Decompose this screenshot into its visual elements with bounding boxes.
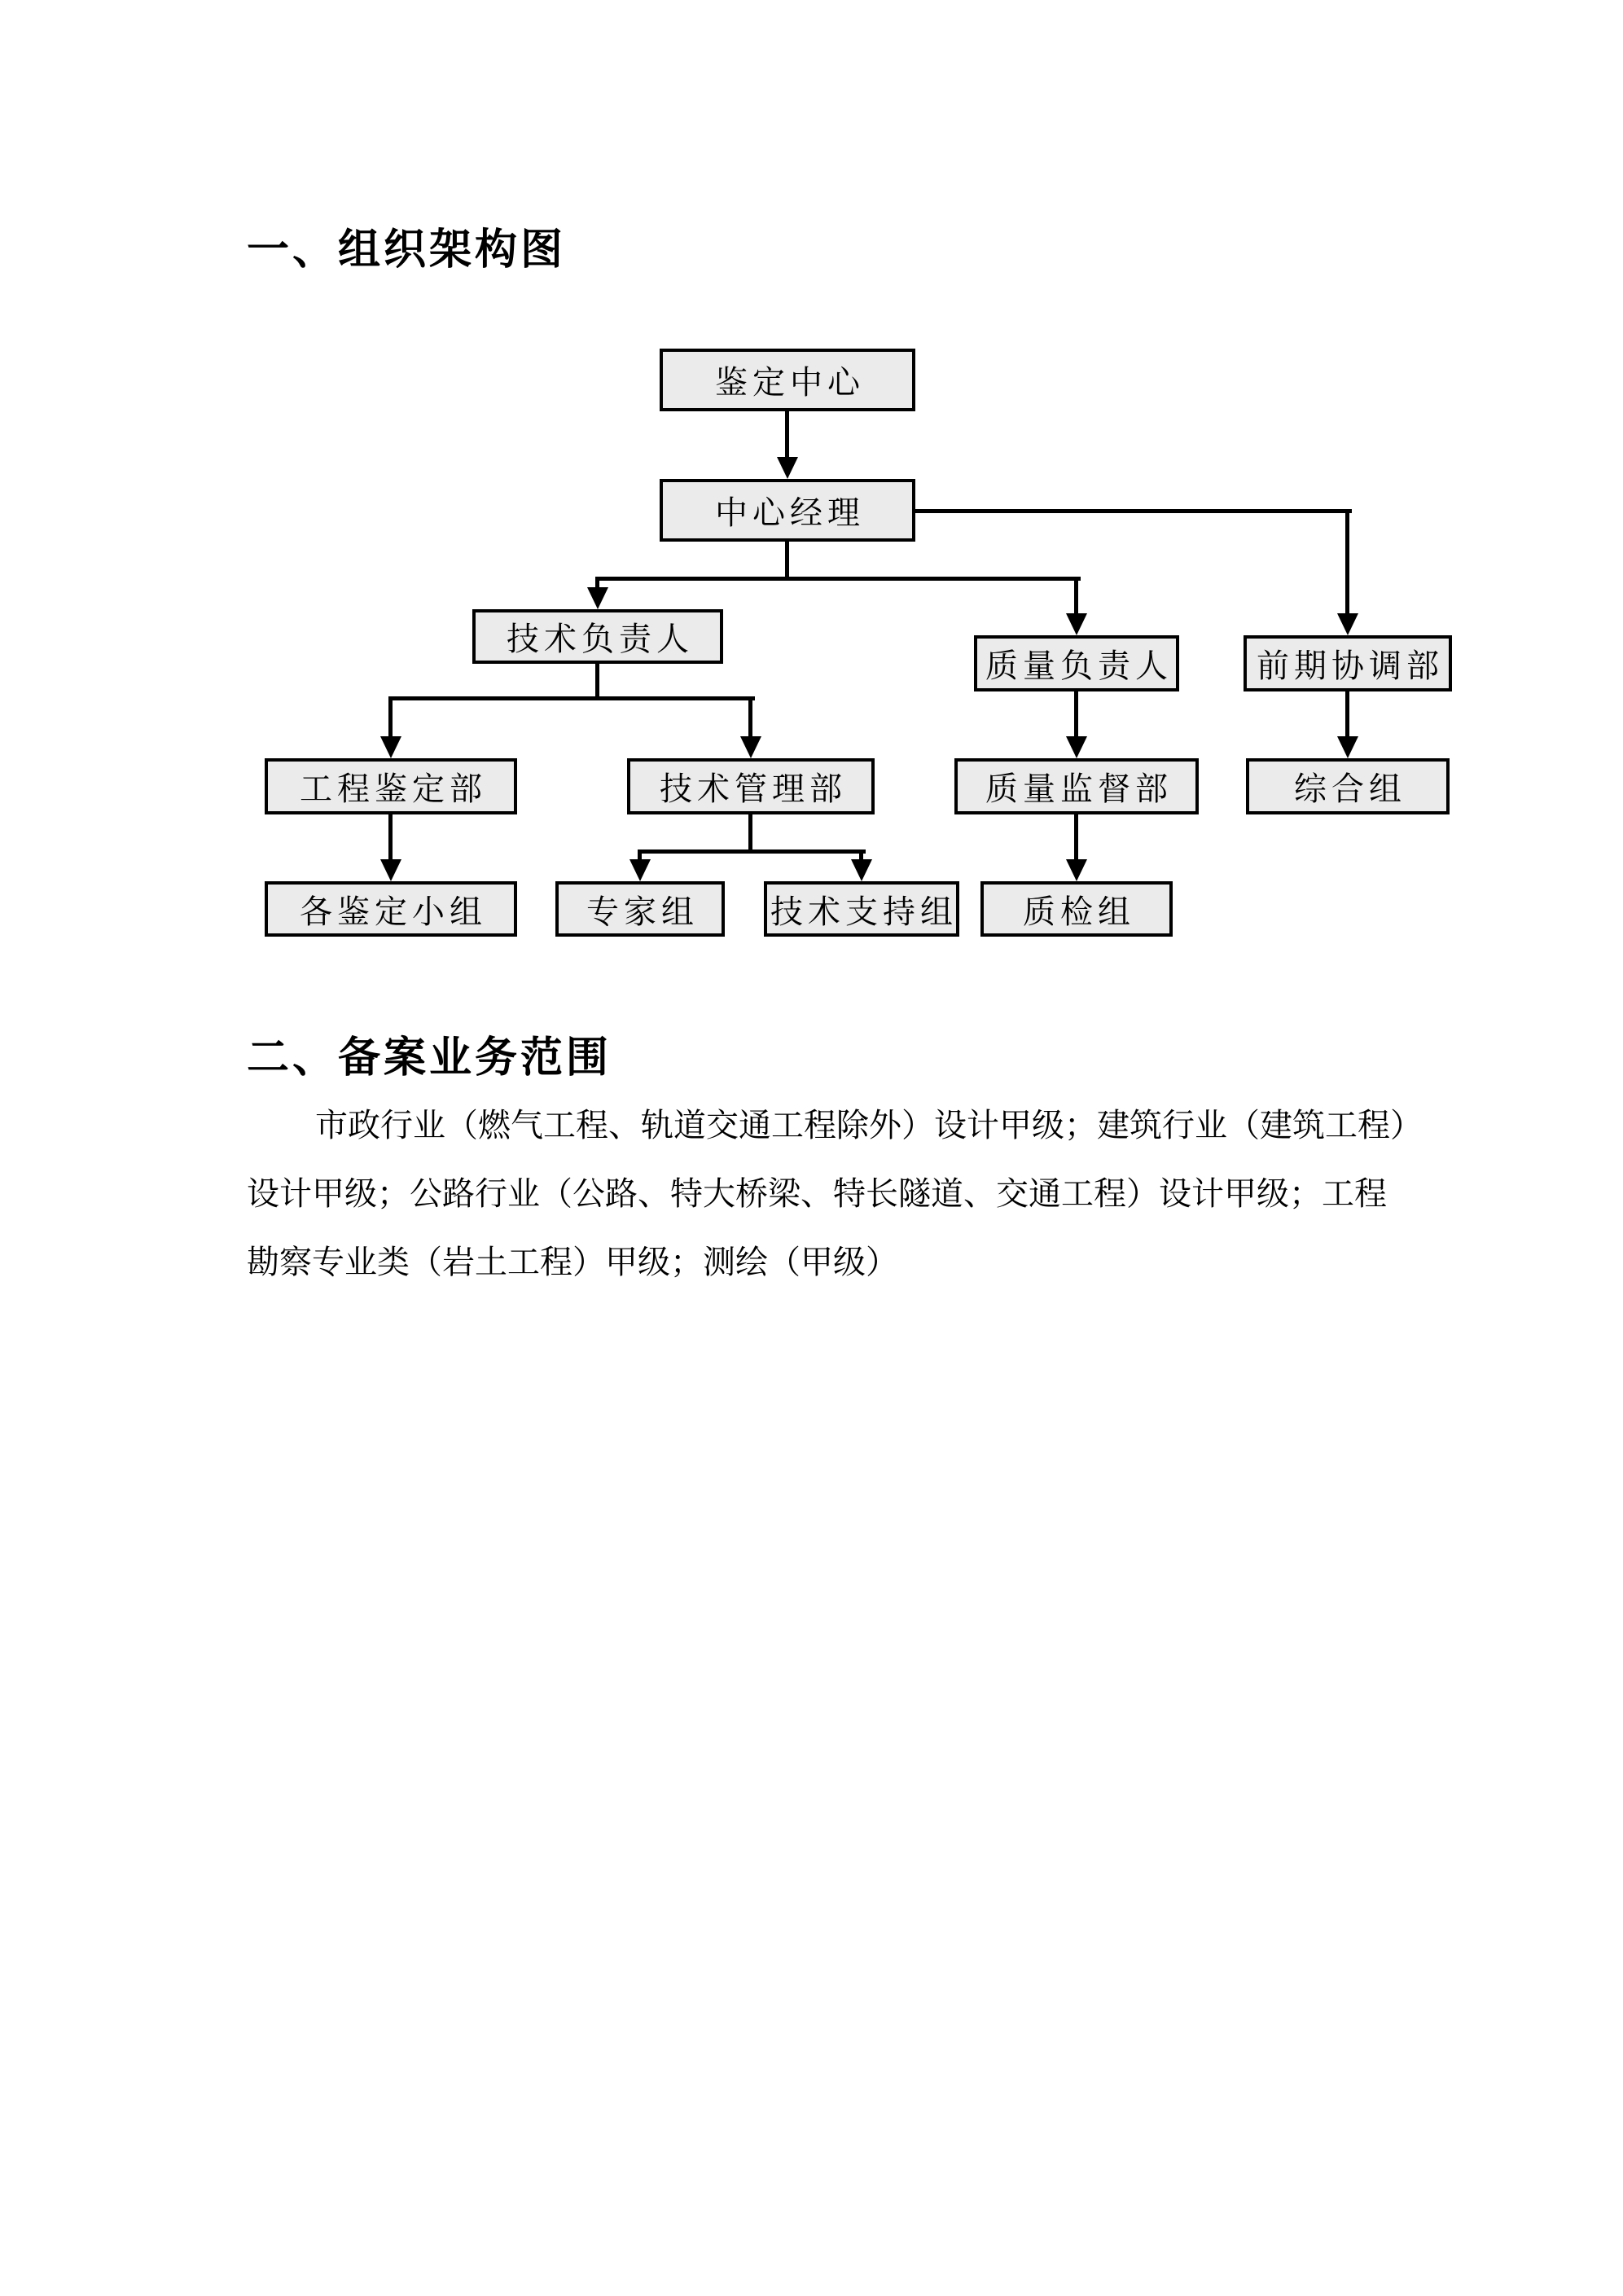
org-node-tech-management-dept: 技术管理部 xyxy=(627,758,875,814)
connector-arrowhead-icon xyxy=(380,736,401,758)
org-node-quality-inspection-group: 质检组 xyxy=(980,881,1173,937)
connector-line xyxy=(748,814,752,854)
connector-line xyxy=(748,696,752,742)
connector-line xyxy=(595,664,599,700)
connector-line xyxy=(388,814,393,865)
org-node-preliminary-coordination-dept: 前期协调部 xyxy=(1244,635,1452,691)
connector-line xyxy=(595,577,1081,581)
connector-line xyxy=(1345,691,1349,742)
connector-arrowhead-icon xyxy=(1337,613,1358,635)
connector-arrowhead-icon xyxy=(1066,736,1087,758)
connector-arrowhead-icon xyxy=(851,859,872,881)
org-node-appraisal-teams: 各鉴定小组 xyxy=(265,881,517,937)
connector-line xyxy=(1074,814,1078,865)
org-node-expert-group: 专家组 xyxy=(555,881,725,937)
connector-line xyxy=(1345,509,1349,619)
connector-arrowhead-icon xyxy=(777,457,798,479)
org-node-tech-lead: 技术负责人 xyxy=(472,609,723,664)
section-heading-org-chart: 一、组织架构图 xyxy=(247,227,567,274)
business-scope-paragraph xyxy=(247,1091,1436,1297)
paragraph-line: 市政行业（燃气工程、轨道交通工程除外）设计甲级；建筑行业（建筑工程） xyxy=(315,1107,1423,1144)
org-node-engineering-appraisal-dept: 工程鉴定部 xyxy=(265,758,517,814)
connector-arrowhead-icon xyxy=(740,736,761,758)
section-heading-business-scope: 二、备案业务范围 xyxy=(247,1035,612,1082)
paragraph-line: 勘察专业类（岩土工程）甲级；测绘（甲级） xyxy=(247,1244,898,1280)
connector-line xyxy=(638,849,866,854)
connector-arrowhead-icon xyxy=(1066,859,1087,881)
connector-line xyxy=(1074,691,1078,742)
connector-line xyxy=(915,509,1352,513)
connector-arrowhead-icon xyxy=(587,587,608,609)
connector-line xyxy=(388,696,755,700)
connector-arrowhead-icon xyxy=(1066,613,1087,635)
org-node-general-group: 综合组 xyxy=(1246,758,1450,814)
connector-arrowhead-icon xyxy=(380,859,401,881)
org-node-quality-lead: 质量负责人 xyxy=(974,635,1179,691)
org-node-appraisal-center: 鉴定中心 xyxy=(660,349,915,411)
connector-arrowhead-icon xyxy=(629,859,651,881)
org-node-center-manager: 中心经理 xyxy=(660,479,915,542)
connector-line xyxy=(785,411,789,462)
connector-line xyxy=(388,696,393,742)
org-chart xyxy=(0,0,1623,1018)
connector-line xyxy=(785,542,789,579)
paragraph-line: 设计甲级；公路行业（公路、特大桥梁、特长隧道、交通工程）设计甲级；工程 xyxy=(247,1175,1387,1212)
connector-arrowhead-icon xyxy=(1337,736,1358,758)
org-node-quality-supervision-dept: 质量监督部 xyxy=(954,758,1199,814)
org-node-tech-support-group: 技术支持组 xyxy=(764,881,959,937)
